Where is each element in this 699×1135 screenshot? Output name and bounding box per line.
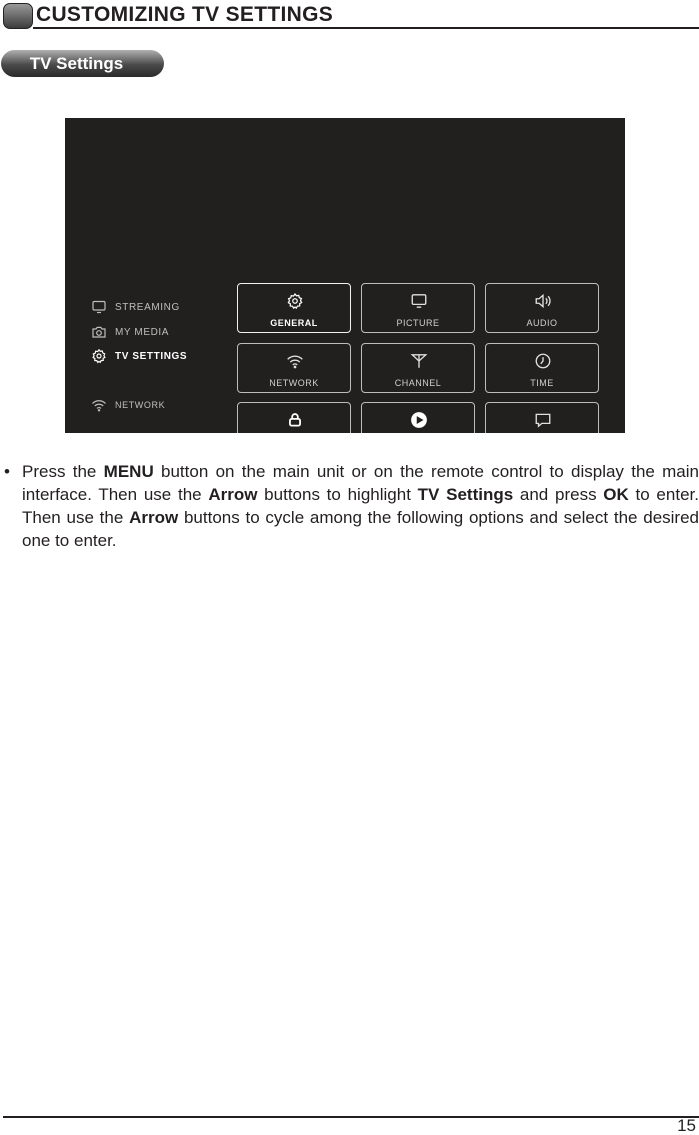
play-icon [410,411,428,429]
wifi-icon [286,352,304,370]
tile-label: PICTURE [396,318,440,328]
bold-menu: MENU [103,462,154,481]
page-number: 15 [677,1116,696,1135]
header-pill-decoration [3,3,33,29]
section-header [3,2,699,30]
header-rule [33,27,699,29]
tile-general[interactable] [237,283,351,333]
tv-icon [91,299,107,315]
sidebar-item-network[interactable] [91,397,165,413]
tile-chat[interactable] [485,402,599,433]
tile-time[interactable] [485,343,599,393]
sidebar-item-label: MY MEDIA [115,326,170,338]
bullet-point: • [4,462,10,481]
chat-icon [534,411,552,429]
sidebar-item-my-media[interactable] [91,324,169,340]
tile-label: AUDIO [526,318,558,328]
text-run: and press [513,485,604,504]
monitor-icon [410,292,428,310]
sidebar-item-streaming[interactable] [91,299,180,315]
tv-settings-tab: TV Settings [1,50,164,77]
bold-arrow: Arrow [208,485,258,504]
page-title: CUSTOMIZING TV SETTINGS [36,3,334,26]
text-run: button on the main unit or on the remote control to display the main interface. Then use the [22,462,699,504]
tile-lock[interactable] [237,402,351,433]
sidebar-item-label: NETWORK [115,400,166,410]
tile-label: GENERAL [270,318,318,328]
tile-play[interactable] [361,402,475,433]
gear-icon [286,292,304,310]
sidebar-item-tv-settings[interactable] [91,348,187,364]
gear-icon [91,348,107,364]
tile-channel[interactable] [361,343,475,393]
footer-rule [3,1116,699,1118]
wifi-icon [91,397,107,413]
lock-icon [286,411,304,429]
antenna-icon [410,352,428,370]
text-run: Press the [22,462,104,481]
tv-screen [65,118,625,433]
bold-tv-settings: TV Settings [417,485,514,504]
bold-arrow: Arrow [129,508,179,527]
camera-icon [91,324,107,340]
tile-label: NETWORK [269,378,319,388]
sidebar-item-label: STREAMING [115,301,180,313]
bold-ok: OK [603,485,629,504]
text-run: buttons to cycle among the following options and select the desired one to enter. [22,508,699,550]
tile-picture[interactable] [361,283,475,333]
clock-icon [534,352,552,370]
tile-audio[interactable] [485,283,599,333]
text-run: to enter. Then use the [22,485,699,527]
sidebar-item-label: TV SETTINGS [115,350,188,362]
instruction-text [22,460,699,552]
tile-network[interactable] [237,343,351,393]
tile-label: CHANNEL [394,378,442,388]
text-run: buttons to highlight [257,485,418,504]
speaker-icon [534,292,552,310]
tile-label: TIME [530,378,554,388]
